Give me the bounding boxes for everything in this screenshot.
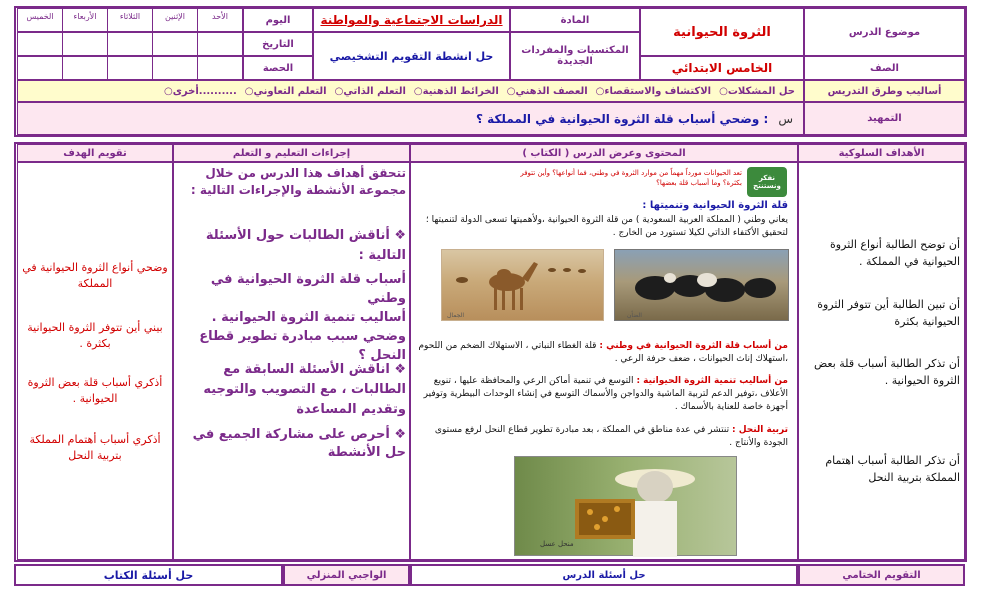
p2-block — [416, 340, 788, 366]
intro-prefix: س — [778, 111, 793, 126]
topic-value: الثروة الحيوانية — [640, 8, 804, 56]
topic-label: موضوع الدرس — [804, 8, 965, 56]
method-option-2[interactable]: ○الاكتشاف والاستقصاء — [595, 85, 712, 97]
skills-value: حل انشطة التقويم التشخيصي — [313, 32, 510, 80]
p4-title: تربية النحل : — [731, 425, 788, 435]
objective-4: أن تذكر الطالبة أسباب اهتمام المملكة بتربية النحل — [825, 454, 960, 484]
intro-label: التمهيد — [804, 102, 965, 135]
days-row — [17, 8, 243, 32]
sheep-caption: الضأن — [627, 312, 642, 319]
evaluation-1: وضحي أنواع الثروة الحيوانية في المملكة — [22, 261, 168, 290]
procedure-question-2: أساليب تنمية الثروة الحيوانية . — [211, 310, 406, 325]
p1-text: يعاني وطني ( المملكة العربية السعودية ) من قلة الثروة الحيوانية ،ولأهميتها تسعى الدولة لتنميتها ؛ لتحقيق الأكتفاء الذاتي لكيلا تستورد من الخارج . — [425, 215, 788, 238]
objective-1: أن توضح الطالبة أنواع الثروة الحيوانية في المملكة . — [830, 238, 960, 268]
procedures-bullet-2: ❖ اناقش الأسئلة السابقة مع الطالبات ، مع التصويب والتوجيه وتقديم المساعدة — [203, 362, 406, 417]
evaluation-2: بيني أين تتوفر الثروة الحيوانية بكثرة . — [27, 321, 163, 350]
p2-text: قلة الغطاء النباتي ، الاستهلاك الضخم من اللحوم ،استهلاك إناث الحيوانات ، ضعف حرفة الرعي . — [418, 341, 788, 364]
final-eval-label: التقويم الختامي — [798, 564, 965, 586]
objective-3: أن تذكر الطالبة أسباب قلة بعض الثروة الحيوانية . — [813, 357, 960, 387]
col-evaluation: تقويم الهدف — [17, 144, 173, 162]
skills-label: المكتسبات والمفردات الجديدة — [510, 32, 640, 80]
sheep-image — [614, 249, 789, 321]
method-option-7[interactable]: ○أخرى.......... — [164, 85, 237, 97]
grade-value: الخامس الابتدائي — [640, 56, 804, 80]
evaluation-cell — [17, 162, 173, 560]
period-label: الحصة — [243, 56, 313, 80]
intro-question-text: : وضحي أسباب قلة الثروة الحيوانية في المملكة ؟ — [476, 111, 769, 126]
col-content: المحتوى وعرض الدرس ( الكتاب ) — [410, 144, 798, 162]
procedures-intro: تتحقق أهداف هذا الدرس من خلال مجموعة الأنشطة والإجراءات التالية : — [190, 166, 406, 197]
final-eval-value: حل أسئلة الدرس — [410, 564, 798, 586]
date-label: التاريخ — [243, 32, 313, 56]
day-tuesday: الثلاثاء — [107, 9, 152, 31]
day-thursday: الخميس — [26, 12, 54, 21]
day-monday: الإثنين — [152, 9, 197, 31]
p1-title: قلة الثروة الحيوانية وتنميتها : — [642, 200, 788, 211]
subject-label: المادة — [510, 8, 640, 32]
p4-block — [416, 424, 788, 450]
col-objectives: الأهداف السلوكية — [798, 144, 965, 162]
evaluation-3: أذكري أسباب قلة بعض الثروة الحيوانية . — [27, 376, 163, 405]
method-option-4[interactable]: ○الخرائط الذهنية — [413, 85, 499, 97]
grade-label: الصف — [804, 56, 965, 80]
p2-title: من أسباب قلة الثروة الحيوانية في وطني : — [599, 341, 788, 351]
method-option-5[interactable]: ○التعلم الذاتي — [334, 85, 406, 97]
intro-question — [17, 102, 804, 135]
procedure-question-3: وضحي سبب مبادرة تطوير قطاع النحل ؟ — [199, 329, 406, 363]
diamond-bullet-icon: ❖ — [389, 228, 406, 243]
bee-caption: منحل عسل — [540, 540, 574, 548]
col-procedures: إجراءات التعليم و التعلم — [173, 144, 410, 162]
procedure-question-1: أسباب قلة الثروة الحيوانية في وطني — [210, 272, 406, 306]
procedures-bullet-3: ❖ أحرص على مشاركة الجميع في حل الأنشطة — [192, 427, 406, 460]
methods-list — [17, 80, 804, 102]
evaluation-4: أذكري أسباب أهتمام المملكة بتربية النحل — [29, 433, 161, 462]
homework-label: الواجبي المنزلي — [283, 564, 410, 586]
homework-value: حل أسئلة الكتاب — [14, 564, 283, 586]
procedures-bullet-1: ❖ أناقش الطالبات حول الأسئلة التالية : — [205, 228, 406, 263]
objective-2: أن تبين الطالبة أين تتوفر الثروة الحيوانية بكثرة — [817, 298, 960, 328]
p3-text: التوسع في تنمية أماكن الرعي والمحافظة عليها ، تنويع الأعلاف ،توفير الدعم لتربية الماشية والدواجن والأسماك التوسع في إنشاء الوحدات البيطرية وتوفير أجهزة خاصة للعناية بالأسماك . — [423, 376, 788, 412]
diamond-bullet-icon: ❖ — [389, 427, 406, 442]
procedures-questions — [178, 270, 406, 365]
methods-label: أساليب وطرق التدريس — [804, 80, 965, 102]
period-cells — [17, 56, 243, 80]
day-wednesday: الأربعاء — [62, 9, 107, 31]
day-sunday: الأحد — [197, 9, 242, 31]
book-header-text: تعد الحيوانات مورداً مهماً من موارد الثروة في وطني، فما أنواعها؟ وأين تتوفر بكثرة؟ وما أسباب قلة بعضها؟ — [520, 169, 742, 187]
camels-image — [441, 249, 604, 321]
date-cells — [17, 32, 243, 56]
camels-caption: الجمال — [447, 312, 465, 319]
method-option-3[interactable]: ○العصف الذهني — [506, 85, 588, 97]
day-label: اليوم — [243, 8, 313, 32]
p3-title: من أساليب تنمية الثروة الحيوانية : — [636, 376, 788, 386]
subject-value: الدراسات الاجتماعية والمواطنة — [313, 8, 510, 32]
think-badge: نفكر ونستنتج — [747, 167, 787, 197]
method-option-6[interactable]: ○التعلم التعاوني — [244, 85, 327, 97]
p4-text: تنتشر في عدة مناطق في المملكة ، بعد مبادرة تطوير قطاع النحل لرفع مستوى الجودة والأنتاج . — [434, 425, 788, 448]
diamond-bullet-icon: ❖ — [389, 362, 406, 377]
p3-block — [416, 375, 788, 414]
method-option-1[interactable]: ○حل المشكلات — [719, 85, 795, 97]
